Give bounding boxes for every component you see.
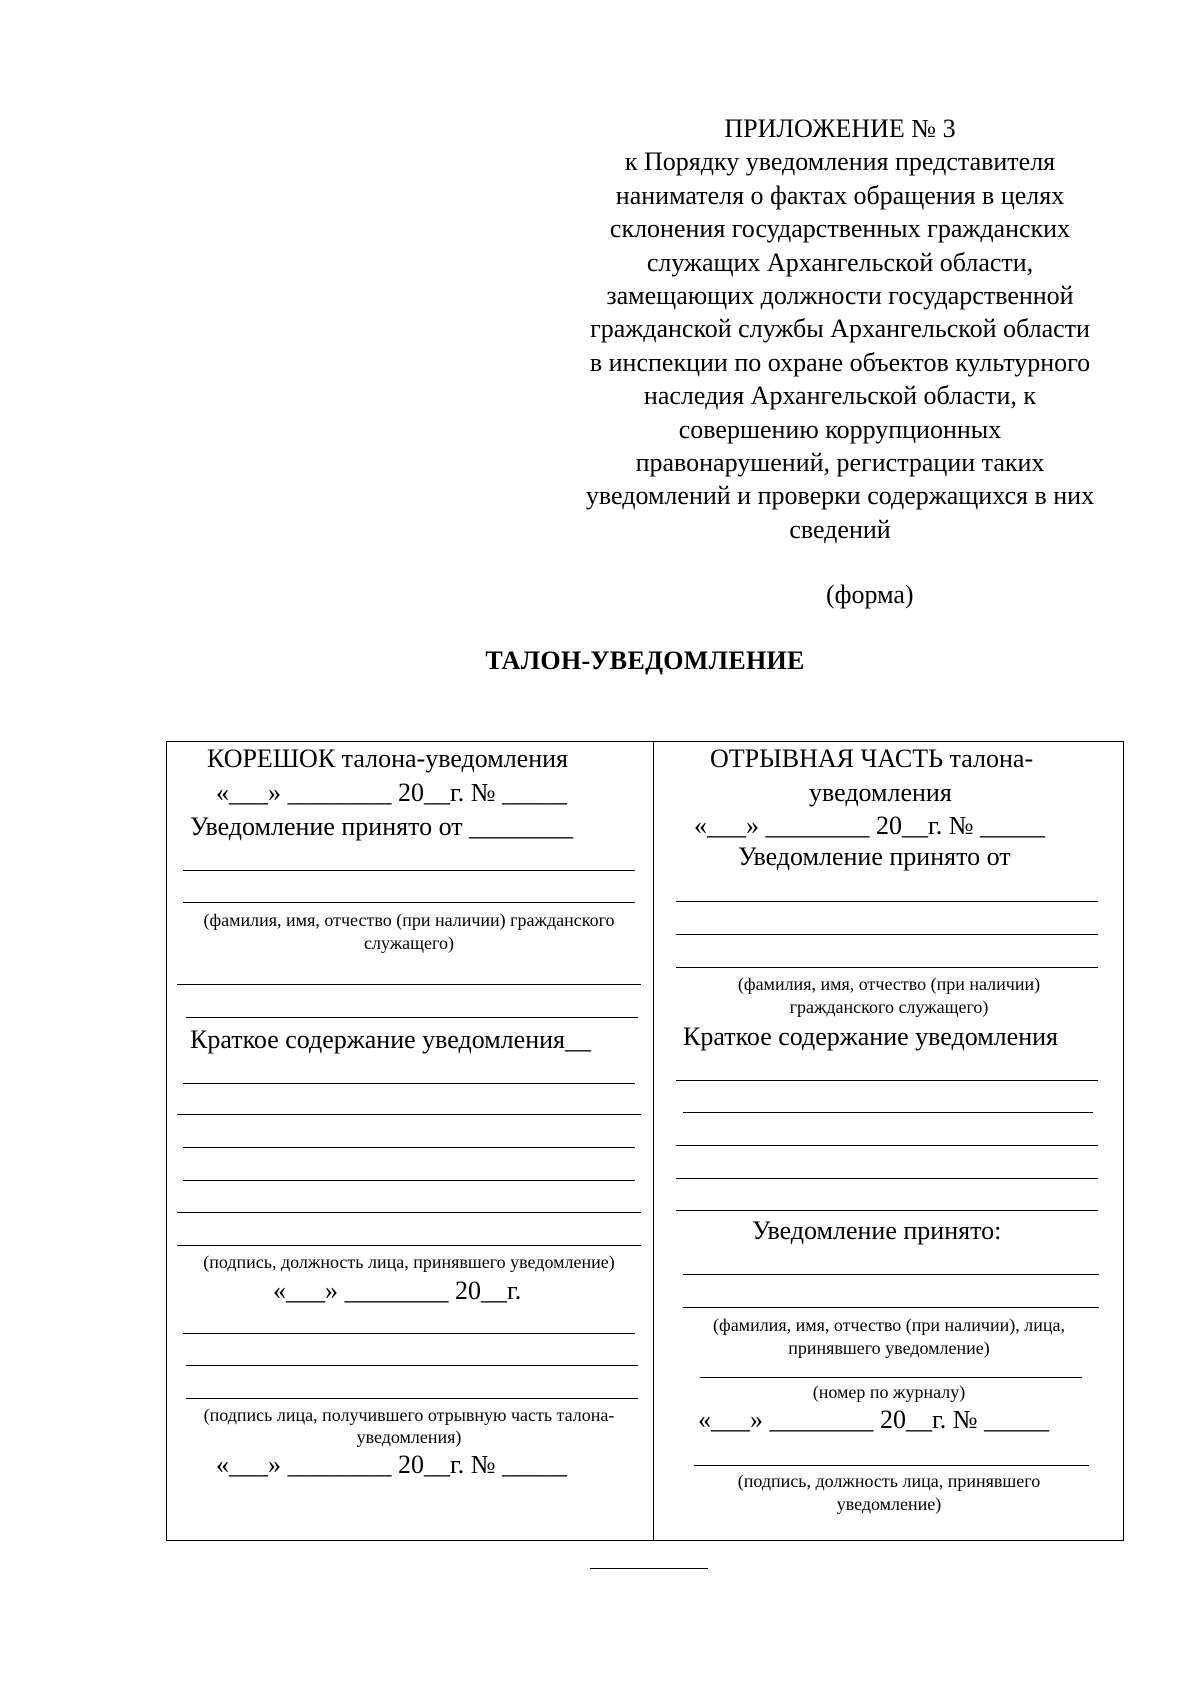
stub-summary-line bbox=[177, 1212, 641, 1213]
detachable-accepted-from: Уведомление принято от bbox=[738, 842, 1011, 871]
detachable-fio-caption: (фамилия, имя, отчество (при наличии) bbox=[737, 974, 1041, 994]
appendix-line: служащих Архангельской области, bbox=[646, 247, 1034, 277]
detachable-journal-caption: (номер по журналу) bbox=[812, 1382, 966, 1402]
stub-fio-caption: служащего) bbox=[364, 933, 454, 953]
stub-summary-line bbox=[183, 1147, 635, 1148]
stub-blank-line bbox=[183, 1333, 635, 1334]
detachable-heading: ОТРЫВНАЯ ЧАСТЬ талона- bbox=[710, 744, 1034, 773]
detachable-signature-line bbox=[694, 1465, 1089, 1466]
appendix-line: совершению коррупционных bbox=[678, 414, 1002, 444]
stub-summary-line bbox=[177, 1114, 641, 1115]
appendix-line: к Порядку уведомления представителя bbox=[624, 147, 1056, 177]
detachable-fio-caption: гражданского служащего) bbox=[789, 997, 989, 1017]
stub-blank-line bbox=[177, 984, 641, 985]
appendix-line: уведомлений и проверки содержащихся в них bbox=[585, 481, 1095, 511]
stub-signature-caption: (подпись, должность лица, принявшего уведомление) bbox=[203, 1252, 615, 1272]
footer-rule bbox=[590, 1568, 708, 1569]
appendix-header bbox=[540, 112, 1140, 546]
appendix-line: гражданской службы Архангельской области bbox=[590, 314, 1090, 344]
stub-summary-label: Краткое содержание уведомления__ bbox=[190, 1025, 591, 1054]
appendix-line: нанимателя о фактах обращения в целях bbox=[615, 180, 1065, 210]
appendix-number: ПРИЛОЖЕНИЕ № 3 bbox=[724, 114, 956, 143]
detachable-summary-line bbox=[683, 1112, 1093, 1113]
detachable-fio-line bbox=[676, 967, 1098, 968]
stub-accepted-from: Уведомление принято от ________ bbox=[190, 812, 574, 841]
stub-date-number: «___» ________ 20__г. № _____ bbox=[216, 778, 568, 807]
detachable-journal-line bbox=[700, 1377, 1082, 1378]
stub-fio-line bbox=[183, 870, 635, 871]
form-label: (форма) bbox=[826, 580, 914, 609]
stub-recipient-caption: уведомления) bbox=[356, 1427, 462, 1447]
detachable-signature-caption: уведомление) bbox=[836, 1494, 942, 1514]
detachable-date-number: «___» ________ 20__г. № _____ bbox=[698, 1405, 1050, 1434]
detachable-fio-line bbox=[676, 934, 1098, 935]
appendix-line: наследия Архангельской области, к bbox=[643, 381, 1037, 411]
appendix-line: склонения государственных гражданских bbox=[609, 214, 1071, 244]
stub-heading: КОРЕШОК талона-уведомления bbox=[207, 744, 569, 773]
detachable-fio-line bbox=[676, 901, 1098, 902]
stub-fio-line bbox=[183, 902, 635, 903]
document-title: ТАЛОН-УВЕДОМЛЕНИЕ bbox=[485, 646, 805, 675]
detachable-summary-line bbox=[676, 1178, 1098, 1179]
detachable-heading: уведомления bbox=[809, 778, 952, 807]
stub-date: «___» ________ 20__г. bbox=[273, 1276, 522, 1305]
stub-signature-line bbox=[177, 1245, 641, 1246]
detachable-signature-caption: (подпись, должность лица, принявшего bbox=[737, 1471, 1041, 1491]
detachable-acceptor-line bbox=[683, 1307, 1099, 1308]
appendix-line: замещающих должности государственной bbox=[606, 281, 1074, 311]
detachable-summary-line bbox=[676, 1080, 1098, 1081]
detachable-summary-line bbox=[676, 1145, 1098, 1146]
appendix-line: в инспекции по охране объектов культурного bbox=[589, 347, 1091, 377]
detachable-summary-label: Краткое содержание уведомления bbox=[683, 1022, 1058, 1051]
appendix-line: сведений bbox=[789, 514, 891, 544]
stub-blank-line bbox=[186, 1365, 638, 1366]
stub-recipient-caption: (подпись лица, получившего отрывную часть талона- bbox=[203, 1405, 615, 1425]
detachable-accepted-label: Уведомление принято: bbox=[752, 1216, 1002, 1245]
stub-date-number: «___» ________ 20__г. № _____ bbox=[216, 1450, 568, 1479]
column-divider bbox=[653, 741, 654, 1541]
detachable-acceptor-caption: принявшего уведомление) bbox=[788, 1338, 990, 1358]
stub-recipient-line bbox=[186, 1398, 638, 1399]
stub-summary-line bbox=[183, 1180, 635, 1181]
detachable-acceptor-caption: (фамилия, имя, отчество (при наличии), лица, bbox=[713, 1315, 1065, 1335]
stub-summary-line bbox=[183, 1083, 635, 1084]
appendix-line: правонарушений, регистрации таких bbox=[635, 448, 1045, 478]
detachable-acceptor-line bbox=[683, 1274, 1099, 1275]
stub-blank-line bbox=[186, 1017, 638, 1018]
detachable-date-number: «___» ________ 20__г. № _____ bbox=[694, 811, 1046, 840]
stub-fio-caption: (фамилия, имя, отчество (при наличии) гражданского bbox=[203, 910, 615, 930]
detachable-summary-line bbox=[676, 1210, 1098, 1211]
